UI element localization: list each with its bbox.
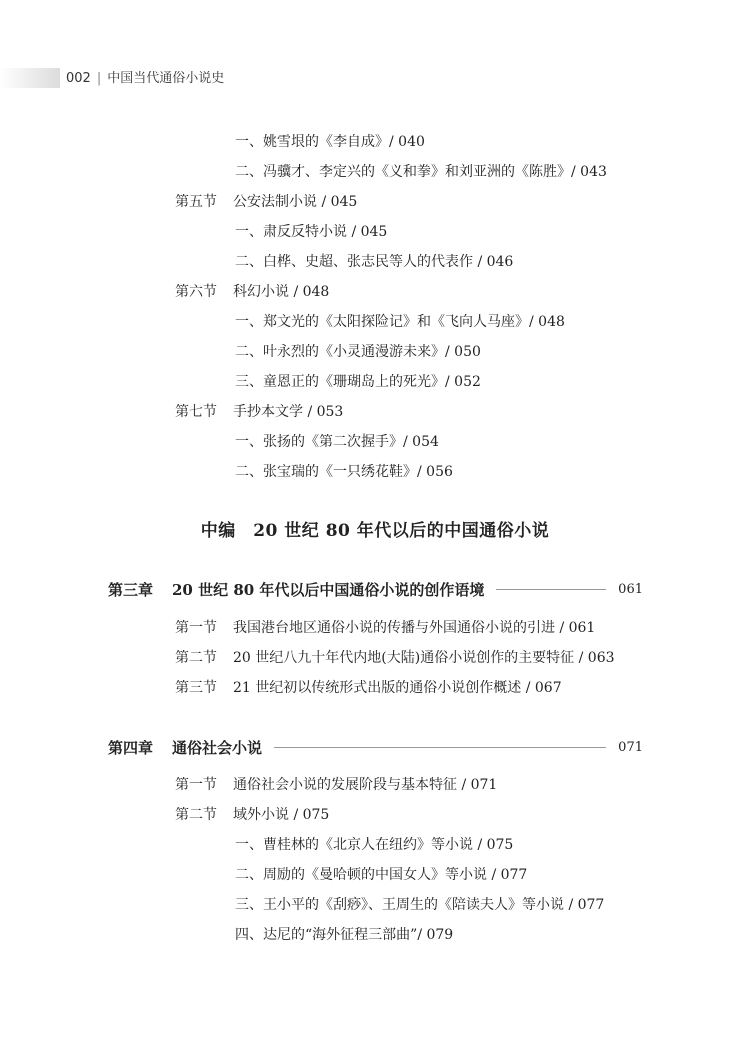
chapter-label: 第四章 (108, 738, 154, 757)
part-title: 中编 20 世纪 80 年代以后的中国通俗小说 (200, 521, 550, 541)
section-title: 通俗社会小说的发展阶段与基本特征 / 071 (233, 777, 498, 793)
section-title: 域外小说 / 075 (233, 807, 330, 823)
section-label: 第三节 (175, 680, 217, 696)
page-number: 002 (66, 71, 91, 86)
toc-item: 一、曹桂林的《北京人在纽约》等小说 / 075 (235, 837, 514, 853)
section-title: 我国港台地区通俗小说的传播与外国通俗小说的引进 / 061 (233, 620, 596, 636)
toc-item: 一、郑文光的《太阳探险记》和《飞向人马座》/ 048 (235, 314, 565, 330)
leader-rule (496, 589, 606, 590)
chapter-heading (108, 736, 643, 758)
toc-item: 二、白桦、史超、张志民等人的代表作 / 046 (235, 254, 514, 270)
section-title: 20 世纪八九十年代内地(大陆)通俗小说创作的主要特征 / 063 (233, 650, 615, 666)
chapter-label: 第三章 (108, 580, 154, 599)
toc-item: 二、张宝瑞的《一只绣花鞋》/ 056 (235, 464, 453, 480)
toc-section (175, 618, 595, 638)
toc-section (175, 282, 329, 302)
toc-item: 四、达尼的“海外征程三部曲”/ 079 (235, 927, 454, 943)
toc-item: 二、叶永烈的《小灵通漫游未来》/ 050 (235, 344, 481, 360)
toc-section (175, 805, 329, 825)
toc-item: 一、姚雪垠的《李自成》/ 040 (235, 134, 425, 150)
toc-item: 一、张扬的《第二次握手》/ 054 (235, 434, 439, 450)
section-label: 第六节 (175, 284, 217, 300)
toc-section (175, 192, 357, 212)
toc-section (175, 775, 497, 795)
section-label: 第二节 (175, 807, 217, 823)
section-label: 第二节 (175, 650, 217, 666)
section-title: 21 世纪初以传统形式出版的通俗小说创作概述 / 067 (233, 680, 562, 696)
chapter-page: 071 (618, 739, 643, 755)
section-title: 公安法制小说 / 045 (233, 194, 358, 210)
toc-item: 三、王小平的《刮痧》、王周生的《陪读夫人》等小说 / 077 (235, 897, 605, 913)
section-label: 第五节 (175, 194, 217, 210)
chapter-page: 061 (618, 581, 643, 597)
chapter-title: 通俗社会小说 (172, 738, 263, 757)
running-header (66, 69, 224, 89)
toc-item: 二、冯骥才、李定兴的《义和拳》和刘亚洲的《陈胜》/ 043 (235, 164, 607, 180)
book-title: 中国当代通俗小说史 (107, 71, 225, 86)
chapter-title: 20 世纪 80 年代以后中国通俗小说的创作语境 (172, 580, 485, 599)
toc-section (175, 402, 343, 422)
section-title: 手抄本文学 / 053 (233, 404, 344, 420)
section-title: 科幻小说 / 048 (233, 284, 330, 300)
header-decoration-bar (0, 68, 60, 88)
leader-rule (274, 747, 606, 748)
toc-item: 三、童恩正的《珊瑚岛上的死光》/ 052 (235, 374, 481, 390)
toc-item: 二、周励的《曼哈顿的中国女人》等小说 / 077 (235, 867, 528, 883)
toc-section (175, 648, 615, 668)
toc-section (175, 678, 562, 698)
toc-item: 一、肃反反特小说 / 045 (235, 224, 388, 240)
header-separator: | (96, 71, 102, 86)
section-label: 第一节 (175, 620, 217, 636)
chapter-heading (108, 578, 643, 600)
section-label: 第一节 (175, 777, 217, 793)
section-label: 第七节 (175, 404, 217, 420)
